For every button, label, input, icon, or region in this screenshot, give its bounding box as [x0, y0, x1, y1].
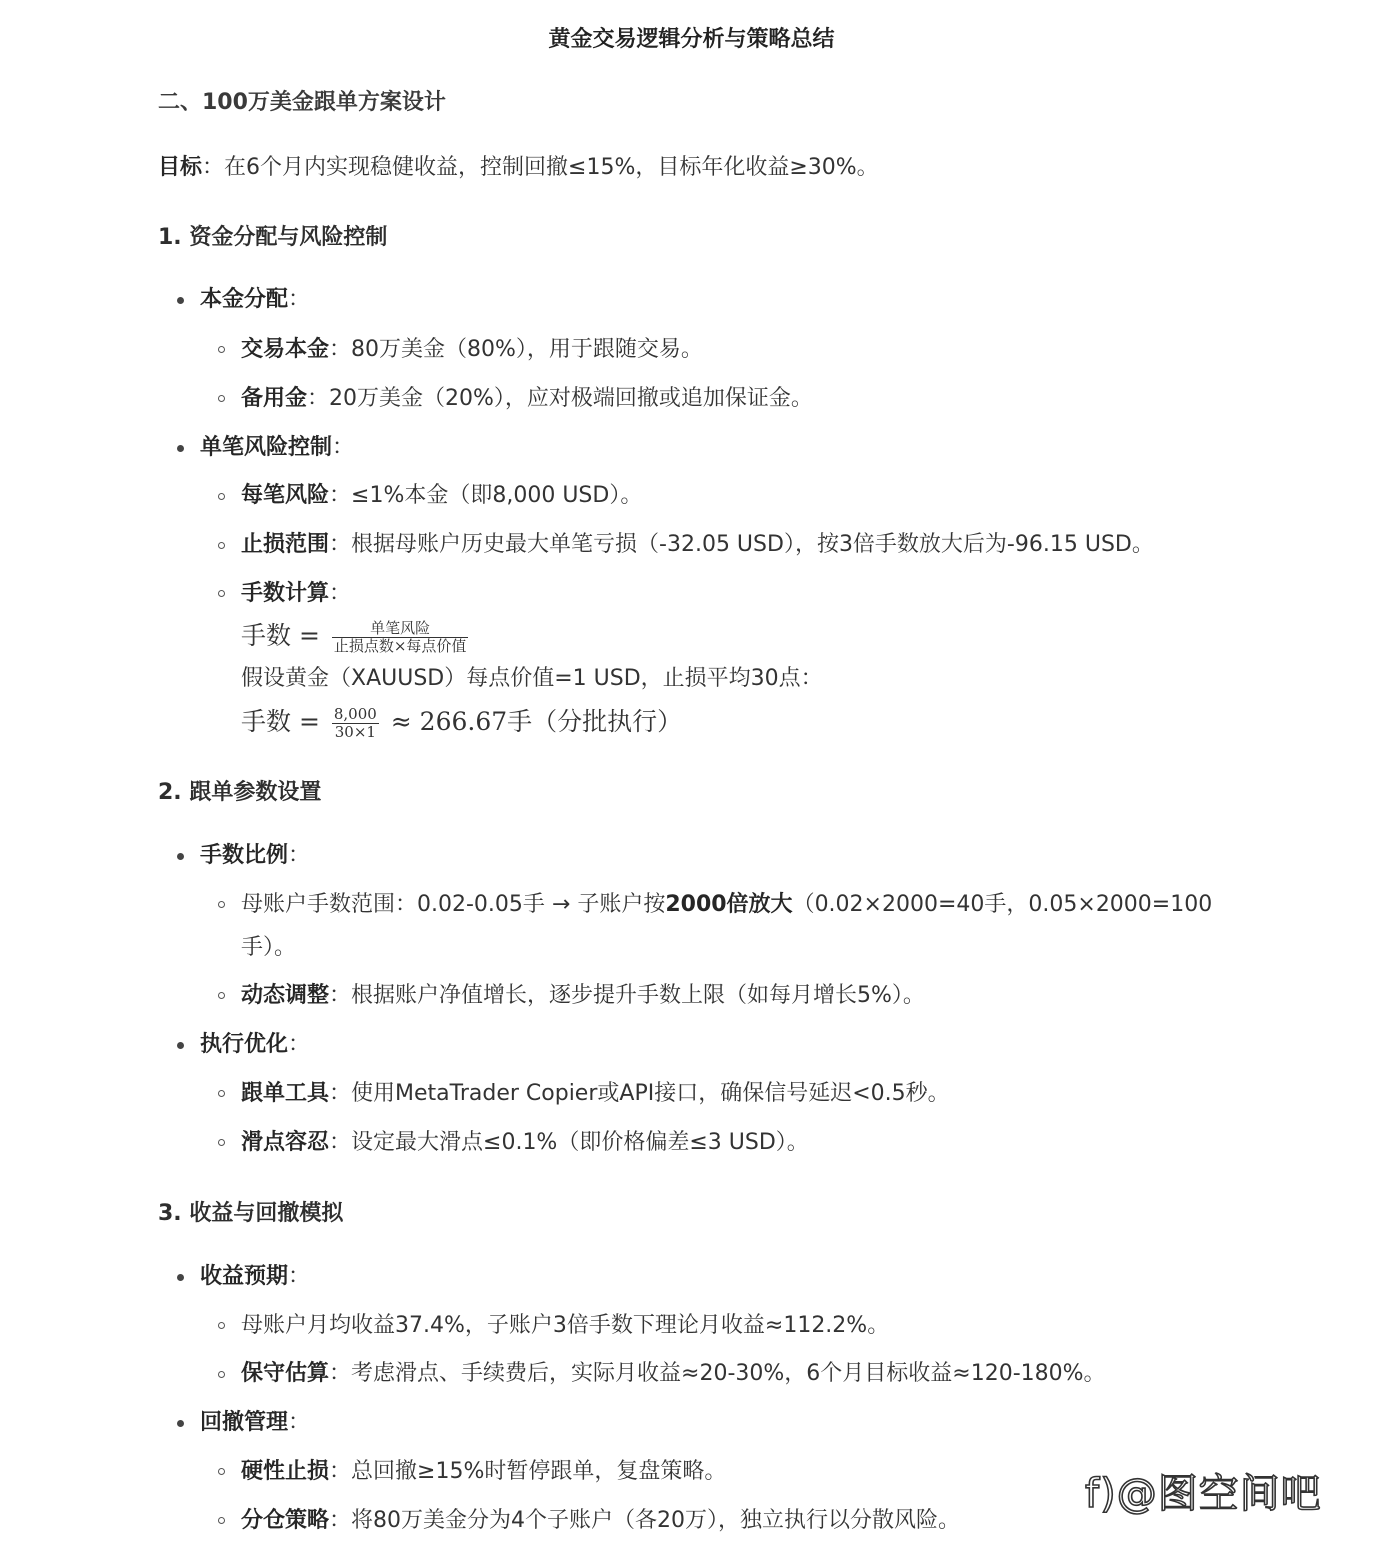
- s3-b1-i2-label: 保守估算: [241, 1361, 330, 1386]
- s3-b1-label: 收益预期: [200, 1264, 289, 1289]
- formula-lot-size: [241, 614, 472, 658]
- bullet-disc: [177, 1420, 184, 1427]
- formula-lhs: 手数 =: [241, 707, 320, 736]
- goal-label: 目标: [158, 155, 203, 180]
- s2-b1-i1-line2: 手）。: [241, 935, 297, 960]
- bullet-circle: [218, 346, 225, 353]
- formula-fraction: [332, 620, 469, 655]
- s2-b2-i1-text: ：使用MetaTrader Copier或API接口，确保信号延迟<0.5秒。: [329, 1081, 950, 1106]
- section-heading: 二、100万美金跟单方案设计: [158, 90, 446, 115]
- s1-heading: 1. 资金分配与风险控制: [158, 225, 388, 250]
- goal-text: ：在6个月内实现稳健收益，控制回撤≤15%，目标年化收益≥30%。: [202, 155, 879, 180]
- goal-line: [158, 153, 879, 183]
- s3-b1-colon: ：: [288, 1264, 311, 1289]
- s2-b2: [200, 1030, 310, 1060]
- s3-b1-i2-text: ：考虑滑点、手续费后，实际月收益≈20-30%，6个月目标收益≈120-180%。: [329, 1361, 1106, 1386]
- s1-b1-label: 本金分配: [200, 287, 289, 312]
- assumption-line: 假设黄金（XAUUSD）每点价值=1 USD，止损平均30点：: [241, 666, 823, 691]
- s2-b1-label: 手数比例: [200, 843, 289, 868]
- bullet-disc: [177, 1042, 184, 1049]
- document-title: 黄金交易逻辑分析与策略总结: [548, 27, 835, 52]
- bullet-circle: [218, 542, 225, 549]
- bullet-circle: [218, 590, 225, 597]
- s1-b2-i3: [241, 579, 351, 609]
- bullet-circle: [218, 493, 225, 500]
- s1-b2-i1-label: 每笔风险: [241, 483, 330, 508]
- s1-b1-i1: [241, 335, 703, 365]
- formula-denominator: 止损点数×每点价值: [333, 637, 467, 655]
- s3-b2-i1-text: ：总回撤≥15%时暂停跟单，复盘策略。: [329, 1459, 727, 1484]
- s2-b2-i2: [241, 1128, 809, 1158]
- formula-numerator: 单笔风险: [332, 620, 469, 638]
- s3-b2-i2: [241, 1506, 960, 1536]
- s2-b2-i2-text: ：设定最大滑点≤0.1%（即价格偏差≤3 USD）。: [329, 1130, 809, 1155]
- bullet-circle: [218, 1090, 225, 1097]
- formula-rhs: ≈ 266.67手（分批执行）: [390, 707, 683, 736]
- s1-b2-i1: [241, 481, 642, 511]
- s1-b2: [200, 433, 354, 463]
- s3-b2-i1-label: 硬性止损: [241, 1459, 330, 1484]
- s2-b1-i1-pre: 母账户手数范围：0.02-0.05手 → 子账户按: [241, 892, 666, 917]
- s3-b2-i1: [241, 1457, 726, 1487]
- s2-b1-i1-post: （0.02×2000=40手，0.05×2000=100: [792, 892, 1213, 917]
- s2-b1-i2-text: ：根据账户净值增长，逐步提升手数上限（如每月增长5%）。: [329, 983, 925, 1008]
- formula-denominator: 30×1: [334, 723, 376, 741]
- s3-heading: 3. 收益与回撤模拟: [158, 1201, 344, 1226]
- s2-b1-colon: ：: [288, 843, 311, 868]
- s3-b2-i2-label: 分仓策略: [241, 1508, 330, 1533]
- s2-heading: 2. 跟单参数设置: [158, 780, 322, 805]
- bullet-disc: [177, 445, 184, 452]
- s1-b2-i3-text: ：: [329, 581, 352, 606]
- formula-numerator: 8,000: [333, 705, 377, 723]
- bullet-circle: [218, 901, 225, 908]
- bullet-circle: [218, 1371, 225, 1378]
- s2-b1-i1: [241, 890, 1212, 920]
- s3-b1: [200, 1262, 310, 1292]
- s3-b2-colon: ：: [288, 1410, 311, 1435]
- s3-b1-i2: [241, 1359, 1106, 1389]
- s1-b2-label: 单笔风险控制: [200, 435, 333, 460]
- s1-b1-i2-text: ：20万美金（20%），应对极端回撤或追加保证金。: [307, 386, 813, 411]
- s2-b1-i1-bold: 2000倍放大: [665, 892, 793, 917]
- s1-b2-i3-label: 手数计算: [241, 581, 330, 606]
- watermark-logo: f)@图空间吧: [1085, 1471, 1322, 1517]
- s1-b1-i1-label: 交易本金: [241, 337, 330, 362]
- bullet-circle: [218, 992, 225, 999]
- s2-b2-label: 执行优化: [200, 1032, 289, 1057]
- s1-b2-i2-text: ：根据母账户历史最大单笔亏损（-32.05 USD），按3倍手数放大后为-96.15 USD。: [329, 532, 1154, 557]
- s2-b1-i2-label: 动态调整: [241, 983, 330, 1008]
- s2-b2-colon: ：: [288, 1032, 311, 1057]
- bullet-circle: [218, 395, 225, 402]
- s3-b2-i2-text: ：将80万美金分为4个子账户（各20万），独立执行以分散风险。: [329, 1508, 961, 1533]
- bullet-disc: [177, 1274, 184, 1281]
- bullet-circle: [218, 1517, 225, 1524]
- s1-b1-colon: ：: [288, 287, 311, 312]
- s1-b2-i2: [241, 530, 1154, 560]
- formula-lot-result: [241, 700, 682, 744]
- s2-b2-i2-label: 滑点容忍: [241, 1130, 330, 1155]
- s1-b1-i2: [241, 384, 813, 414]
- s3-b1-i1: 母账户月均收益37.4%，子账户3倍手数下理论月收益≈112.2%。: [241, 1313, 890, 1338]
- s1-b1: [200, 285, 310, 315]
- bullet-circle: [218, 1322, 225, 1329]
- s2-b1-i2: [241, 981, 925, 1011]
- bullet-disc: [177, 853, 184, 860]
- s1-b1-i2-label: 备用金: [241, 386, 308, 411]
- bullet-disc: [177, 297, 184, 304]
- s2-b2-i1-label: 跟单工具: [241, 1081, 330, 1106]
- bullet-circle: [218, 1139, 225, 1146]
- s3-b2-label: 回撤管理: [200, 1410, 289, 1435]
- s1-b2-i2-label: 止损范围: [241, 532, 330, 557]
- s2-b1: [200, 841, 310, 871]
- s1-b1-i1-text: ：80万美金（80%），用于跟随交易。: [329, 337, 703, 362]
- s1-b2-colon: ：: [332, 435, 355, 460]
- formula-lhs: 手数 =: [241, 621, 320, 650]
- formula-fraction: [332, 706, 379, 741]
- bullet-circle: [218, 1468, 225, 1475]
- s2-b2-i1: [241, 1079, 950, 1109]
- s3-b2: [200, 1408, 310, 1438]
- s1-b2-i1-text: ：≤1%本金（即8,000 USD）。: [329, 483, 643, 508]
